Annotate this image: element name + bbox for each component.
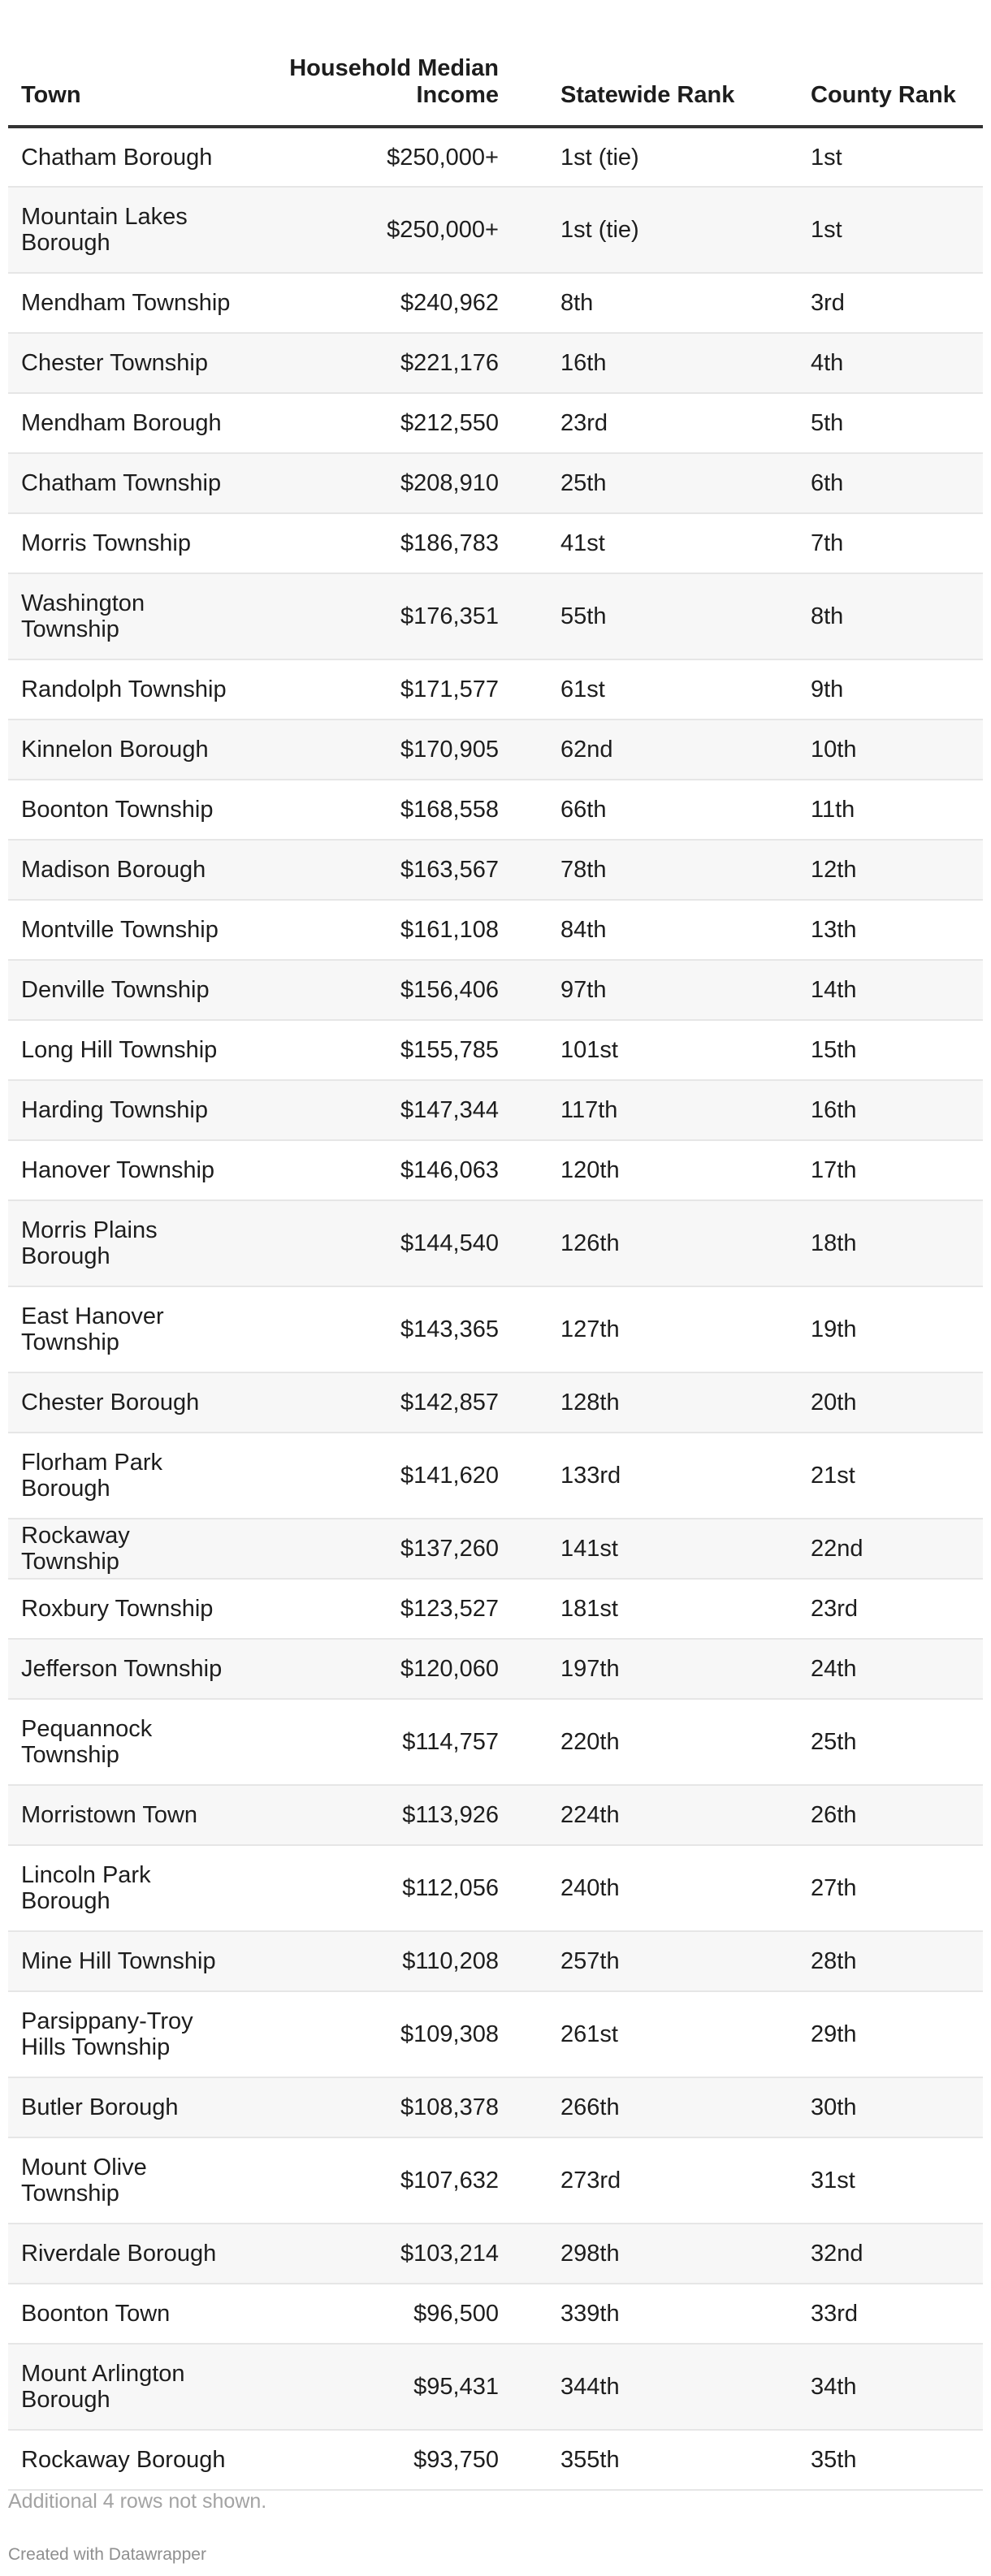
- town-cell: Hanover Township: [8, 1140, 244, 1200]
- income-cell: $221,176: [244, 333, 520, 393]
- table-row: [8, 513, 983, 573]
- county-rank-cell: 1st: [772, 187, 983, 273]
- statewide-rank-cell: 197th: [520, 1639, 772, 1699]
- table-row: [8, 1140, 983, 1200]
- statewide-rank-cell: 224th: [520, 1785, 772, 1845]
- table-row: [8, 900, 983, 960]
- statewide-rank-cell: 257th: [520, 1931, 772, 1991]
- town-cell: Butler Borough: [8, 2077, 244, 2137]
- county-rank-cell: 32nd: [772, 2224, 983, 2284]
- income-cell: $120,060: [244, 1639, 520, 1699]
- table-row: [8, 1639, 983, 1699]
- income-cell: $110,208: [244, 1931, 520, 1991]
- statewide-rank-cell: 97th: [520, 960, 772, 1020]
- income-table: [8, 0, 983, 2491]
- table-row: [8, 393, 983, 453]
- income-cell: $109,308: [244, 1991, 520, 2077]
- table-row: [8, 2284, 983, 2344]
- town-cell: Boonton Town: [8, 2284, 244, 2344]
- county-rank-cell: 1st: [772, 127, 983, 187]
- town-cell: Long Hill Township: [8, 1020, 244, 1080]
- statewide-rank-cell: 62nd: [520, 720, 772, 780]
- town-cell: Mountain Lakes Borough: [8, 187, 244, 273]
- income-cell: $171,577: [244, 659, 520, 720]
- statewide-rank-cell: 240th: [520, 1845, 772, 1931]
- table-row: [8, 1433, 983, 1519]
- table-row: [8, 273, 983, 333]
- income-cell: $170,905: [244, 720, 520, 780]
- county-rank-cell: 23rd: [772, 1579, 983, 1639]
- statewide-rank-cell: 117th: [520, 1080, 772, 1140]
- county-rank-cell: 31st: [772, 2137, 983, 2224]
- statewide-rank-cell: 1st (tie): [520, 187, 772, 273]
- table-row: [8, 2430, 983, 2490]
- income-cell: $168,558: [244, 780, 520, 840]
- county-rank-cell: 17th: [772, 1140, 983, 1200]
- county-rank-cell: 15th: [772, 1020, 983, 1080]
- income-cell: $146,063: [244, 1140, 520, 1200]
- town-cell: Mine Hill Township: [8, 1931, 244, 1991]
- table-row: [8, 2077, 983, 2137]
- statewide-rank-cell: 101st: [520, 1020, 772, 1080]
- county-rank-cell: 33rd: [772, 2284, 983, 2344]
- town-cell: Roxbury Township: [8, 1579, 244, 1639]
- town-cell: Pequannock Township: [8, 1699, 244, 1785]
- county-rank-cell: 8th: [772, 573, 983, 659]
- county-rank-cell: 26th: [772, 1785, 983, 1845]
- header-statewide-rank[interactable]: Statewide Rank: [520, 0, 772, 127]
- town-cell: Chester Township: [8, 333, 244, 393]
- statewide-rank-cell: 61st: [520, 659, 772, 720]
- income-cell: $250,000+: [244, 187, 520, 273]
- income-cell: $155,785: [244, 1020, 520, 1080]
- statewide-rank-cell: 78th: [520, 840, 772, 900]
- town-cell: Montville Township: [8, 900, 244, 960]
- town-cell: Rockaway Township: [8, 1519, 244, 1579]
- table-row: [8, 1372, 983, 1433]
- statewide-rank-cell: 127th: [520, 1286, 772, 1372]
- statewide-rank-cell: 181st: [520, 1579, 772, 1639]
- table-row: [8, 840, 983, 900]
- county-rank-cell: 9th: [772, 659, 983, 720]
- table-row: [8, 2224, 983, 2284]
- town-cell: Parsippany-Troy Hills Township: [8, 1991, 244, 2077]
- town-cell: Washington Township: [8, 573, 244, 659]
- county-rank-cell: 14th: [772, 960, 983, 1020]
- table-row: [8, 333, 983, 393]
- income-cell: $142,857: [244, 1372, 520, 1433]
- statewide-rank-cell: 1st (tie): [520, 127, 772, 187]
- income-cell: $147,344: [244, 1080, 520, 1140]
- town-cell: Harding Township: [8, 1080, 244, 1140]
- income-cell: $103,214: [244, 2224, 520, 2284]
- income-cell: $212,550: [244, 393, 520, 453]
- income-cell: $156,406: [244, 960, 520, 1020]
- town-cell: Chatham Township: [8, 453, 244, 513]
- table-row: [8, 2137, 983, 2224]
- table-row: [8, 1699, 983, 1785]
- statewide-rank-cell: 66th: [520, 780, 772, 840]
- town-cell: Kinnelon Borough: [8, 720, 244, 780]
- header-town[interactable]: Town: [8, 0, 244, 127]
- county-rank-cell: 28th: [772, 1931, 983, 1991]
- county-rank-cell: 4th: [772, 333, 983, 393]
- table-row: [8, 1020, 983, 1080]
- header-county-rank[interactable]: County Rank: [772, 0, 983, 127]
- income-cell: $186,783: [244, 513, 520, 573]
- income-cell: $123,527: [244, 1579, 520, 1639]
- table-row: [8, 187, 983, 273]
- town-cell: Mendham Borough: [8, 393, 244, 453]
- datawrapper-credit: Created with Datawrapper: [8, 2545, 206, 2564]
- statewide-rank-cell: 261st: [520, 1991, 772, 2077]
- statewide-rank-cell: 141st: [520, 1519, 772, 1579]
- income-cell: $176,351: [244, 573, 520, 659]
- county-rank-cell: 13th: [772, 900, 983, 960]
- county-rank-cell: 11th: [772, 780, 983, 840]
- income-cell: $250,000+: [244, 127, 520, 187]
- town-cell: Lincoln Park Borough: [8, 1845, 244, 1931]
- town-cell: Mount Arlington Borough: [8, 2344, 244, 2430]
- income-cell: $114,757: [244, 1699, 520, 1785]
- statewide-rank-cell: 355th: [520, 2430, 772, 2490]
- county-rank-cell: 29th: [772, 1991, 983, 2077]
- table-row: [8, 127, 983, 187]
- town-cell: Morris Plains Borough: [8, 1200, 244, 1286]
- county-rank-cell: 30th: [772, 2077, 983, 2137]
- income-cell: $143,365: [244, 1286, 520, 1372]
- income-cell: $112,056: [244, 1845, 520, 1931]
- county-rank-cell: 25th: [772, 1699, 983, 1785]
- county-rank-cell: 16th: [772, 1080, 983, 1140]
- statewide-rank-cell: 339th: [520, 2284, 772, 2344]
- town-cell: Chester Borough: [8, 1372, 244, 1433]
- town-cell: Chatham Borough: [8, 127, 244, 187]
- table-row: [8, 780, 983, 840]
- income-cell: $96,500: [244, 2284, 520, 2344]
- statewide-rank-cell: 41st: [520, 513, 772, 573]
- income-cell: $144,540: [244, 1200, 520, 1286]
- county-rank-cell: 22nd: [772, 1519, 983, 1579]
- statewide-rank-cell: 298th: [520, 2224, 772, 2284]
- income-cell: $113,926: [244, 1785, 520, 1845]
- table-row: [8, 1785, 983, 1845]
- header-income[interactable]: Household Median Income: [244, 0, 520, 127]
- town-cell: East Hanover Township: [8, 1286, 244, 1372]
- statewide-rank-cell: 16th: [520, 333, 772, 393]
- table-row: [8, 2344, 983, 2430]
- table-row: [8, 1991, 983, 2077]
- county-rank-cell: 5th: [772, 393, 983, 453]
- county-rank-cell: 34th: [772, 2344, 983, 2430]
- statewide-rank-cell: 25th: [520, 453, 772, 513]
- table-row: [8, 1286, 983, 1372]
- statewide-rank-cell: 344th: [520, 2344, 772, 2430]
- income-cell: $137,260: [244, 1519, 520, 1579]
- table-body: [8, 127, 983, 2490]
- town-cell: Randolph Township: [8, 659, 244, 720]
- county-rank-cell: 6th: [772, 453, 983, 513]
- town-cell: Morristown Town: [8, 1785, 244, 1845]
- table-row: [8, 1845, 983, 1931]
- income-cell: $161,108: [244, 900, 520, 960]
- town-cell: Riverdale Borough: [8, 2224, 244, 2284]
- town-cell: Boonton Township: [8, 780, 244, 840]
- table-row: [8, 720, 983, 780]
- town-cell: Jefferson Township: [8, 1639, 244, 1699]
- table-row: [8, 659, 983, 720]
- county-rank-cell: 19th: [772, 1286, 983, 1372]
- statewide-rank-cell: 133rd: [520, 1433, 772, 1519]
- income-cell: $95,431: [244, 2344, 520, 2430]
- statewide-rank-cell: 8th: [520, 273, 772, 333]
- town-cell: Madison Borough: [8, 840, 244, 900]
- town-cell: Mount Olive Township: [8, 2137, 244, 2224]
- county-rank-cell: 18th: [772, 1200, 983, 1286]
- town-cell: Florham Park Borough: [8, 1433, 244, 1519]
- statewide-rank-cell: 126th: [520, 1200, 772, 1286]
- statewide-rank-cell: 128th: [520, 1372, 772, 1433]
- table-row: [8, 453, 983, 513]
- table-row: [8, 1519, 983, 1579]
- table-row: [8, 1931, 983, 1991]
- table-row: [8, 1080, 983, 1140]
- income-cell: $208,910: [244, 453, 520, 513]
- table-row: [8, 1200, 983, 1286]
- county-rank-cell: 21st: [772, 1433, 983, 1519]
- table-container: [8, 0, 983, 2491]
- county-rank-cell: 12th: [772, 840, 983, 900]
- income-cell: $240,962: [244, 273, 520, 333]
- county-rank-cell: 27th: [772, 1845, 983, 1931]
- town-cell: Morris Township: [8, 513, 244, 573]
- income-cell: $108,378: [244, 2077, 520, 2137]
- statewide-rank-cell: 55th: [520, 573, 772, 659]
- table-row: [8, 573, 983, 659]
- county-rank-cell: 24th: [772, 1639, 983, 1699]
- town-cell: Mendham Township: [8, 273, 244, 333]
- county-rank-cell: 35th: [772, 2430, 983, 2490]
- town-cell: Rockaway Borough: [8, 2430, 244, 2490]
- rows-hidden-note: Additional 4 rows not shown.: [8, 2490, 267, 2513]
- income-cell: $107,632: [244, 2137, 520, 2224]
- table-row: [8, 1579, 983, 1639]
- statewide-rank-cell: 220th: [520, 1699, 772, 1785]
- county-rank-cell: 7th: [772, 513, 983, 573]
- income-cell: $141,620: [244, 1433, 520, 1519]
- statewide-rank-cell: 266th: [520, 2077, 772, 2137]
- table-header: [8, 0, 983, 127]
- income-cell: $93,750: [244, 2430, 520, 2490]
- statewide-rank-cell: 23rd: [520, 393, 772, 453]
- town-cell: Denville Township: [8, 960, 244, 1020]
- statewide-rank-cell: 273rd: [520, 2137, 772, 2224]
- table-row: [8, 960, 983, 1020]
- statewide-rank-cell: 84th: [520, 900, 772, 960]
- income-cell: $163,567: [244, 840, 520, 900]
- county-rank-cell: 3rd: [772, 273, 983, 333]
- county-rank-cell: 10th: [772, 720, 983, 780]
- statewide-rank-cell: 120th: [520, 1140, 772, 1200]
- county-rank-cell: 20th: [772, 1372, 983, 1433]
